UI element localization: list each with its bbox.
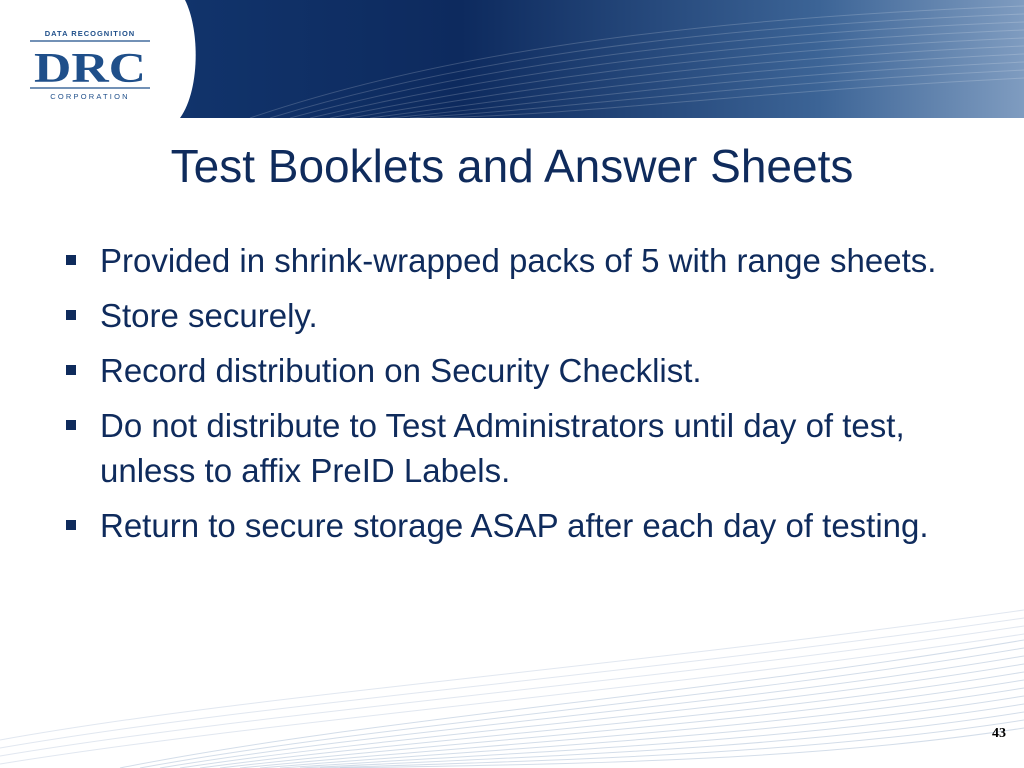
bullet-text: Do not distribute to Test Administrators until day of test, unless to affix PreID Labels.: [100, 407, 905, 489]
bullet-text: Record distribution on Security Checklist.: [100, 352, 702, 389]
bullet-text: Store securely.: [100, 297, 318, 334]
bullet-item: [62, 403, 982, 493]
square-bullet-icon: [66, 310, 76, 320]
slide-title: Test Booklets and Answer Sheets: [170, 140, 854, 192]
bullet-item: [62, 293, 982, 338]
bullet-item: [62, 238, 982, 283]
bullet-text: Return to secure storage ASAP after each day of testing.: [100, 507, 929, 544]
page-number: 43: [992, 726, 1006, 741]
bullet-list: [62, 238, 982, 558]
svg-text:DRC: DRC: [34, 46, 146, 92]
square-bullet-icon: [66, 365, 76, 375]
drc-logo: [24, 24, 156, 106]
bullet-text: Provided in shrink-wrapped packs of 5 with range sheets.: [100, 242, 937, 279]
decorative-waves: [0, 600, 1024, 768]
svg-text:DATA RECOGNITION: DATA RECOGNITION: [44, 29, 136, 38]
svg-text:CORPORATION: CORPORATION: [50, 92, 130, 101]
square-bullet-icon: [66, 255, 76, 265]
square-bullet-icon: [66, 520, 76, 530]
bullet-item: [62, 348, 982, 393]
bullet-item: [62, 503, 982, 548]
square-bullet-icon: [66, 420, 76, 430]
